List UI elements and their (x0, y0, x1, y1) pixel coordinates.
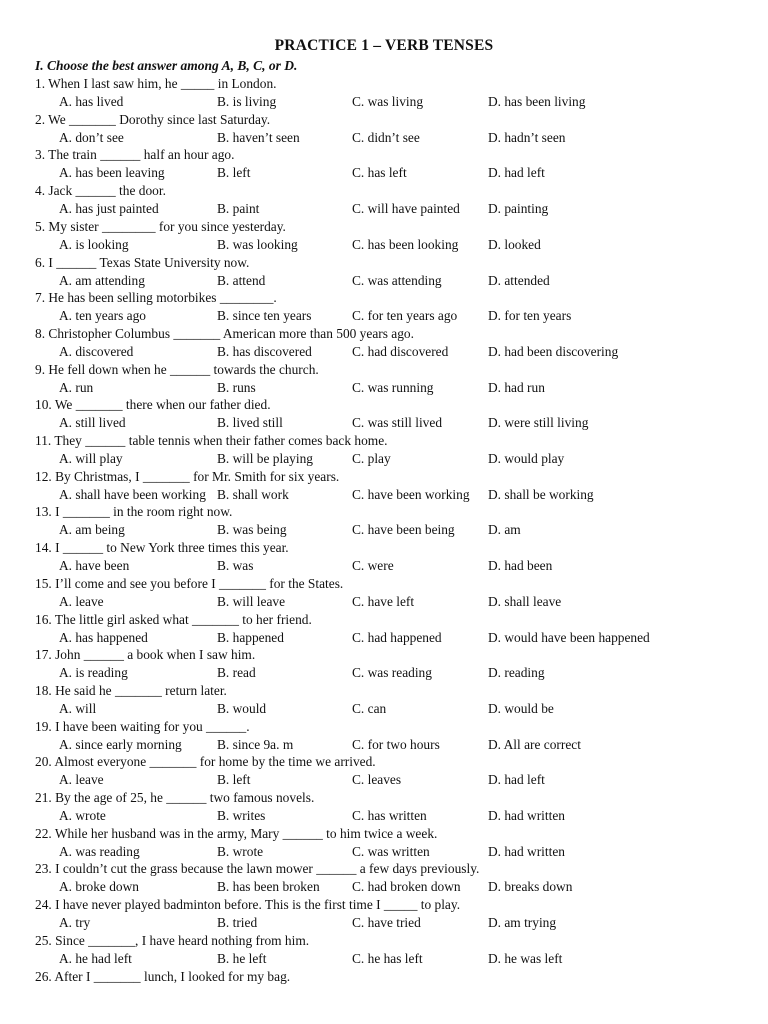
option-c: C. didn’t see (352, 129, 420, 145)
option-d: D. he was left (488, 950, 563, 966)
option-a: A. broke down (59, 879, 139, 895)
option-d: D. for ten years (488, 308, 572, 324)
option-c: C. has written (352, 808, 427, 823)
option-c: C. had broken down (352, 879, 461, 895)
option-b: B. was (217, 558, 254, 574)
option-c: C. were (352, 558, 394, 574)
option-c: C. leaves (352, 772, 402, 788)
option-c: C. had happened (352, 629, 442, 645)
page-title: PRACTICE 1 – VERB TENSES (274, 37, 494, 54)
option-d: D. would be (488, 700, 554, 716)
question-text: 26. After I _______ lunch, I looked for my bag. (35, 968, 291, 984)
question-text: 9. He fell down when he ______ towards the church. (35, 361, 319, 377)
option-b: B. attend (217, 272, 266, 288)
option-d: D. am (488, 522, 521, 538)
option-b: B. tried (217, 915, 258, 931)
option-a: A. try (59, 915, 91, 931)
option-a: A. have been (59, 558, 130, 574)
option-b: B. runs (217, 379, 256, 395)
option-b: B. happened (217, 629, 284, 645)
option-a: A. has happened (59, 629, 148, 645)
option-a: A. is looking (59, 236, 129, 252)
option-a: A. has been leaving (59, 165, 165, 181)
option-c: C. was reading (352, 665, 432, 681)
question-text: 24. I have never played badminton before. This is the first time I _____ to play. (35, 897, 461, 913)
question-text: 25. Since _______, I have heard nothing from him. (35, 932, 310, 948)
option-d: D. had been (488, 558, 553, 574)
question-text: 7. He has been selling motorbikes ________. (35, 290, 277, 306)
option-d: D. shall leave (488, 593, 562, 609)
question-text: 6. I ______ Texas State University now. (35, 254, 250, 270)
option-b: B. left (217, 772, 251, 788)
option-c: C. was attending (352, 272, 442, 288)
option-a: A. ten years ago (59, 308, 147, 324)
option-a: A. am being (59, 522, 125, 538)
option-a: A. will (59, 700, 97, 716)
option-b: B. has discovered (217, 343, 312, 359)
option-a: A. leave (59, 772, 104, 788)
option-b: B. since 9a. m (217, 736, 294, 752)
option-a: A. don’t see (59, 129, 124, 145)
question-text: 18. He said he _______ return later. (35, 682, 227, 698)
option-c: C. have been being (352, 522, 455, 538)
option-a: A. since early morning (59, 736, 182, 752)
option-b: B. shall work (217, 486, 289, 502)
option-c: C. play (352, 451, 391, 466)
option-d: D. had run (488, 379, 545, 395)
question-text: 15. I’ll come and see you before I _______ for the States. (35, 575, 344, 591)
option-b: B. writes (217, 808, 266, 823)
question-text: 13. I _______ in the room right now. (35, 504, 233, 520)
option-b: B. lived still (217, 415, 283, 431)
question-text: 12. By Christmas, I _______ for Mr. Smith for six years. (35, 468, 340, 484)
option-d: D. were still living (488, 415, 589, 431)
option-a: A. discovered (59, 343, 134, 359)
option-d: D. looked (488, 236, 541, 252)
option-c: C. was written (352, 843, 430, 859)
option-b: B. he left (217, 950, 267, 966)
question-text: 21. By the age of 25, he ______ two famous novels. (35, 790, 315, 805)
question-text: 5. My sister ________ for you since yesterday. (35, 218, 286, 234)
question-text: 14. I ______ to New York three times this year. (35, 540, 289, 556)
option-b: B. will be playing (217, 451, 313, 466)
question-text: 8. Christopher Columbus _______ American more than 500 years ago. (35, 325, 414, 341)
option-c: C. for ten years ago (352, 308, 458, 324)
option-b: B. haven’t seen (217, 129, 300, 145)
option-c: C. have been working (352, 486, 470, 502)
option-d: D. hadn’t seen (488, 129, 566, 145)
option-c: C. have tried (352, 915, 421, 931)
option-a: A. run (59, 379, 94, 395)
option-c: C. was still lived (352, 415, 443, 431)
option-b: B. is living (217, 94, 277, 109)
question-text: 22. While her husband was in the army, Mary ______ to him twice a week. (35, 825, 438, 841)
option-b: B. read (217, 665, 256, 681)
option-b: B. was looking (217, 236, 298, 252)
option-c: C. have left (352, 593, 415, 609)
question-text: 20. Almost everyone _______ for home by the time we arrived. (35, 754, 376, 770)
question-text: 23. I couldn’t cut the grass because the lawn mower ______ a few days previously. (35, 861, 480, 877)
option-c: C. can (352, 700, 387, 716)
option-a: A. will play (59, 451, 123, 466)
option-a: A. still lived (59, 415, 126, 431)
question-text: 1. When I last saw him, he _____ in London. (35, 76, 277, 91)
option-d: D. had written (488, 843, 565, 859)
question-text: 16. The little girl asked what _______ to her friend. (35, 611, 312, 627)
option-b: B. left (217, 165, 251, 181)
question-text: 17. John ______ a book when I saw him. (35, 647, 256, 663)
instruction-heading: I. Choose the best answer among A, B, C, or D. (35, 58, 298, 73)
option-b: B. would (217, 700, 267, 716)
option-b: B. wrote (217, 843, 264, 859)
option-d: D. would have been happened (488, 629, 650, 645)
question-text: 4. Jack ______ the door. (35, 183, 166, 199)
option-c: C. for two hours (352, 736, 440, 752)
option-c: C. he has left (352, 950, 423, 966)
option-d: D. All are correct (488, 736, 581, 752)
option-c: C. has left (352, 165, 407, 181)
option-a: A. has lived (59, 94, 124, 109)
option-c: C. was running (352, 379, 434, 395)
option-d: D. had been discovering (488, 343, 619, 359)
option-c: C. was living (352, 94, 424, 109)
option-a: A. is reading (59, 665, 128, 681)
option-a: A. wrote (59, 808, 106, 823)
option-b: B. since ten years (217, 308, 312, 324)
option-c: C. had discovered (352, 343, 449, 359)
option-d: D. breaks down (488, 879, 573, 895)
option-d: D. painting (488, 201, 549, 217)
option-d: D. would play (488, 451, 565, 466)
option-a: A. was reading (59, 843, 140, 859)
option-d: D. had written (488, 808, 565, 823)
option-d: D. attended (488, 272, 550, 288)
option-a: A. am attending (59, 272, 145, 288)
option-b: B. was being (217, 522, 287, 538)
question-text: 11. They ______ table tennis when their father comes back home. (35, 433, 388, 448)
option-c: C. has been looking (352, 236, 459, 252)
option-a: A. has just painted (59, 201, 159, 217)
option-d: D. had left (488, 165, 545, 181)
option-d: D. has been living (488, 94, 586, 109)
option-c: C. will have painted (352, 201, 460, 217)
option-d: D. am trying (488, 915, 557, 931)
option-a: A. leave (59, 593, 104, 609)
option-a: A. he had left (59, 950, 132, 966)
option-b: B. paint (217, 201, 260, 217)
option-d: D. shall be working (488, 486, 594, 502)
question-text: 10. We _______ there when our father died. (35, 397, 271, 413)
option-b: B. has been broken (217, 879, 320, 895)
option-d: D. had left (488, 772, 545, 788)
option-d: D. reading (488, 665, 545, 681)
option-b: B. will leave (217, 593, 286, 609)
option-a: A. shall have been working (59, 486, 206, 502)
question-text: 3. The train ______ half an hour ago. (35, 147, 235, 163)
question-text: 2. We _______ Dorothy since last Saturday. (35, 111, 271, 127)
question-text: 19. I have been waiting for you ______. (35, 718, 250, 734)
